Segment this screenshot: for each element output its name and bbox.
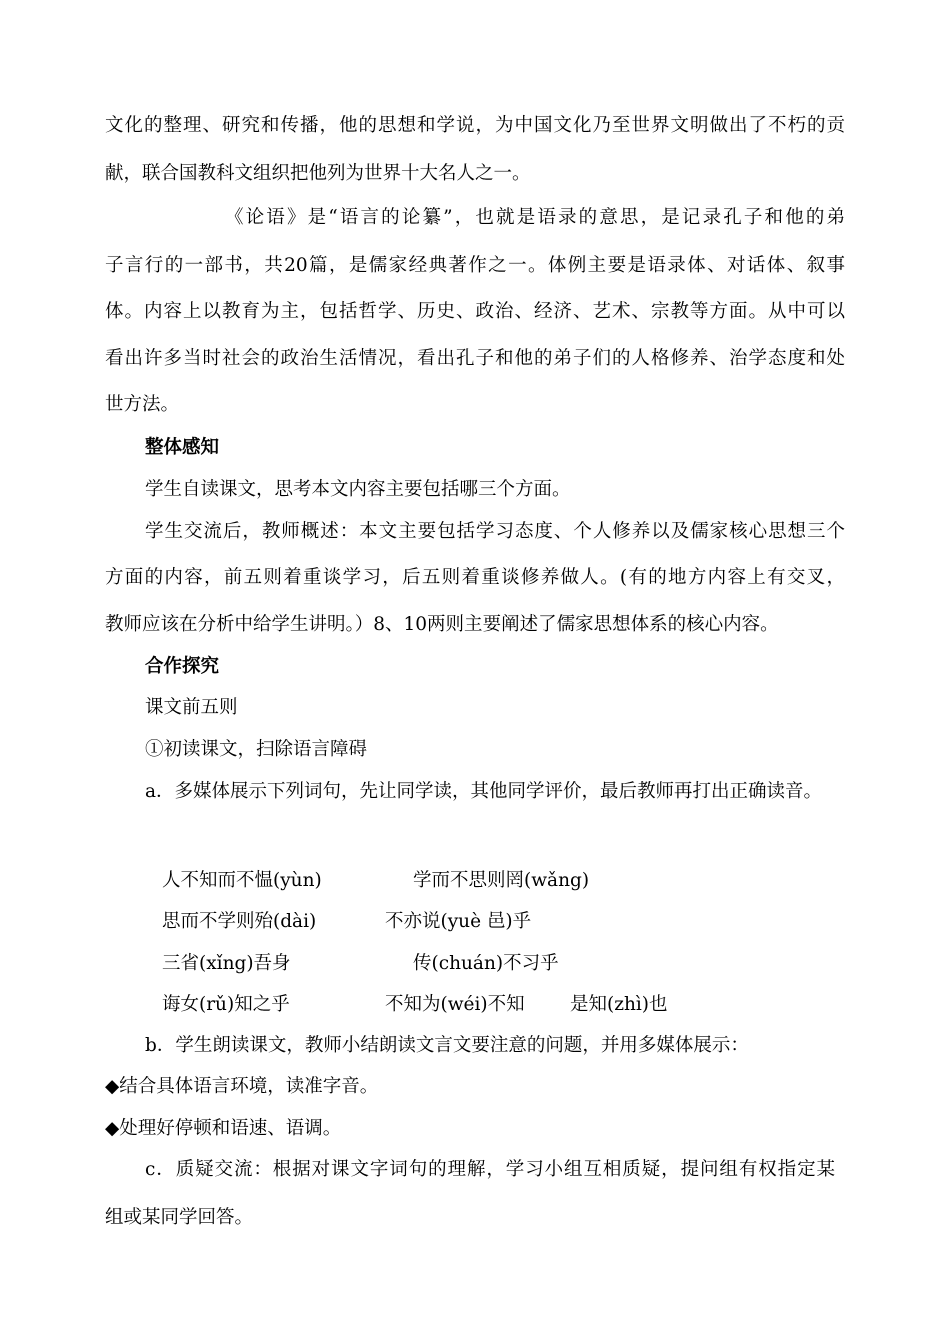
paragraph-line: 子言行的一部书，共20篇，是儒家经典著作之一。体例主要是语录体、对话体、叙事: [105, 255, 845, 276]
paragraph-line: 体。内容上以教育为主，包括哲学、历史、政治、经济、艺术、宗教等方面。从中可以: [105, 301, 845, 322]
pinyin-phrase: 人不知而不愠(yùn): [162, 870, 322, 891]
paragraph-line: 献，联合国教科文组织把他列为世界十大名人之一。: [105, 163, 531, 184]
section-heading: 合作探究: [145, 656, 220, 677]
paragraph-line: 方面的内容，前五则着重谈学习，后五则着重谈修养做人。(有的地方内容上有交叉，: [105, 567, 845, 588]
paragraph-line: 学生交流后，教师概述：本文主要包括学习态度、个人修养以及儒家核心思想三个: [145, 521, 845, 542]
bullet-item: ◆处理好停顿和语速、语调。: [105, 1118, 342, 1139]
pinyin-phrase: 不知为(wéi)不知: [385, 994, 525, 1015]
paragraph-line: ①初读课文，扫除语言障碍: [145, 739, 368, 760]
paragraph-line: c．质疑交流：根据对课文字词句的理解，学习小组互相质疑，提问组有权指定某: [145, 1159, 835, 1180]
paragraph-line: 看出许多当时社会的政治生活情况，看出孔子和他的弟子们的人格修养、治学态度和处: [105, 348, 845, 369]
pinyin-phrase: 三省(xǐng)吾身: [162, 953, 291, 974]
pinyin-phrase: 传(chuán)不习乎: [413, 953, 559, 974]
section-heading: 整体感知: [145, 437, 220, 458]
pinyin-phrase: 思而不学则殆(dài): [162, 911, 317, 932]
pinyin-phrase: 诲女(rǔ)知之乎: [162, 994, 290, 1015]
pinyin-phrase: 不亦说(yuè 邑)乎: [385, 911, 532, 932]
paragraph-line: 教师应该在分析中给学生讲明。）8、10两则主要阐述了儒家思想体系的核心内容。: [105, 614, 779, 635]
paragraph-line: 课文前五则: [145, 697, 238, 718]
paragraph-line: 世方法。: [105, 394, 180, 415]
paragraph-line: a．多媒体展示下列词句，先让同学读，其他同学评价，最后教师再打出正确读音。: [145, 781, 823, 802]
paragraph-line: 《论语》是“语言的论纂”，也就是语录的意思，是记录孔子和他的弟: [225, 207, 845, 228]
pinyin-phrase: 学而不思则罔(wǎng): [413, 870, 590, 891]
pinyin-phrase: 是知(zhì)也: [570, 994, 668, 1015]
paragraph-line: b．学生朗读课文，教师小结朗读文言文要注意的问题，并用多媒体展示：: [145, 1035, 749, 1056]
bullet-item: ◆结合具体语言环境，读准字音。: [105, 1076, 379, 1097]
paragraph-line: 文化的整理、研究和传播，他的思想和学说，为中国文化乃至世界文明做出了不朽的贡: [105, 115, 845, 136]
paragraph-line: 组或某同学回答。: [105, 1207, 254, 1228]
paragraph-line: 学生自读课文，思考本文内容主要包括哪三个方面。: [145, 479, 571, 500]
